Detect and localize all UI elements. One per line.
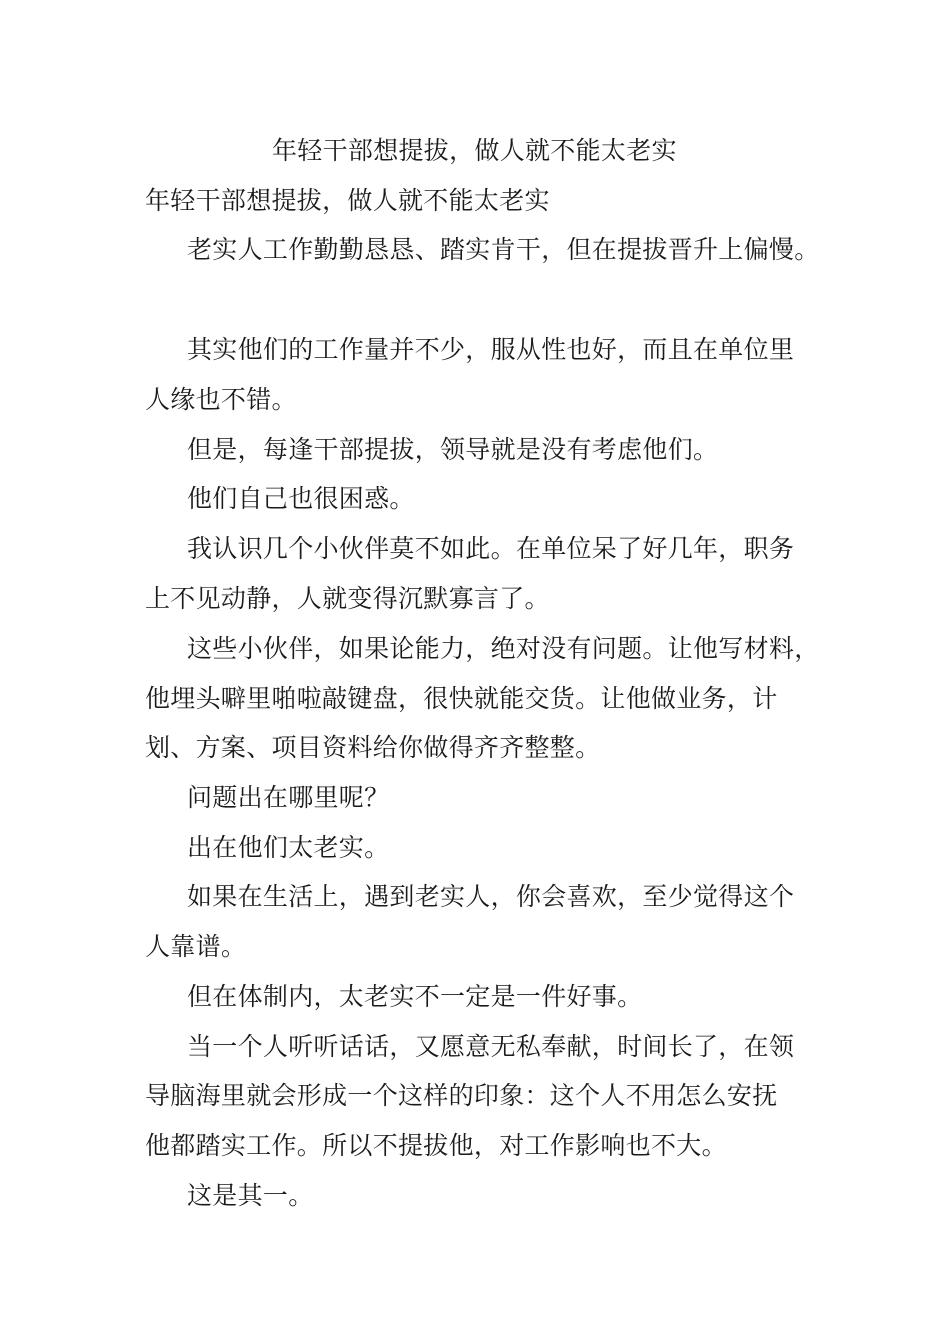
text-line: 他们自己也很困惑。 (187, 484, 415, 513)
text-line: 老实人工作勤勤恳恳、踏实肯干，但在提拔晋升上偏慢。 (187, 235, 820, 264)
text-line: 导脑海里就会形成一个这样的印象：这个人不用怎么安抚 (145, 1081, 778, 1110)
text-line: 上不见动静，人就变得沉默寡言了。 (145, 584, 550, 613)
text-line: 出在他们太老实。 (187, 833, 390, 862)
text-line: 这是其一。 (187, 1181, 314, 1210)
text-line: 年轻干部想提拔，做人就不能太老实 (145, 186, 550, 215)
text-line: 我认识几个小伙伴莫不如此。在单位呆了好几年，职务 (187, 534, 795, 563)
text-line: 人靠谱。 (145, 932, 247, 961)
text-line: 这些小伙伴，如果论能力，绝对没有问题。让他写材料， (187, 634, 820, 663)
text-line: 如果在生活上，遇到老实人，你会喜欢，至少觉得这个 (187, 882, 795, 911)
document-title: 年轻干部想提拔，做人就不能太老实 (272, 136, 677, 165)
text-line: 但是，每逢干部提拔，领导就是没有考虑他们。 (187, 435, 719, 464)
text-line: 其实他们的工作量并不少，服从性也好，而且在单位里 (187, 335, 795, 364)
text-line: 但在体制内，太老实不一定是一件好事。 (187, 982, 643, 1011)
text-line: 当一个人听听话话，又愿意无私奉献，时间长了，在领 (187, 1032, 795, 1061)
text-line: 他埋头噼里啪啦敲键盘，很快就能交货。让他做业务，计 (145, 684, 778, 713)
text-line: 问题出在哪里呢？ (187, 783, 390, 812)
text-line: 划、方案、项目资料给你做得齐齐整整。 (145, 733, 601, 762)
text-line: 人缘也不错。 (145, 385, 297, 414)
text-line: 他都踏实工作。所以不提拔他，对工作影响也不大。 (145, 1131, 727, 1160)
